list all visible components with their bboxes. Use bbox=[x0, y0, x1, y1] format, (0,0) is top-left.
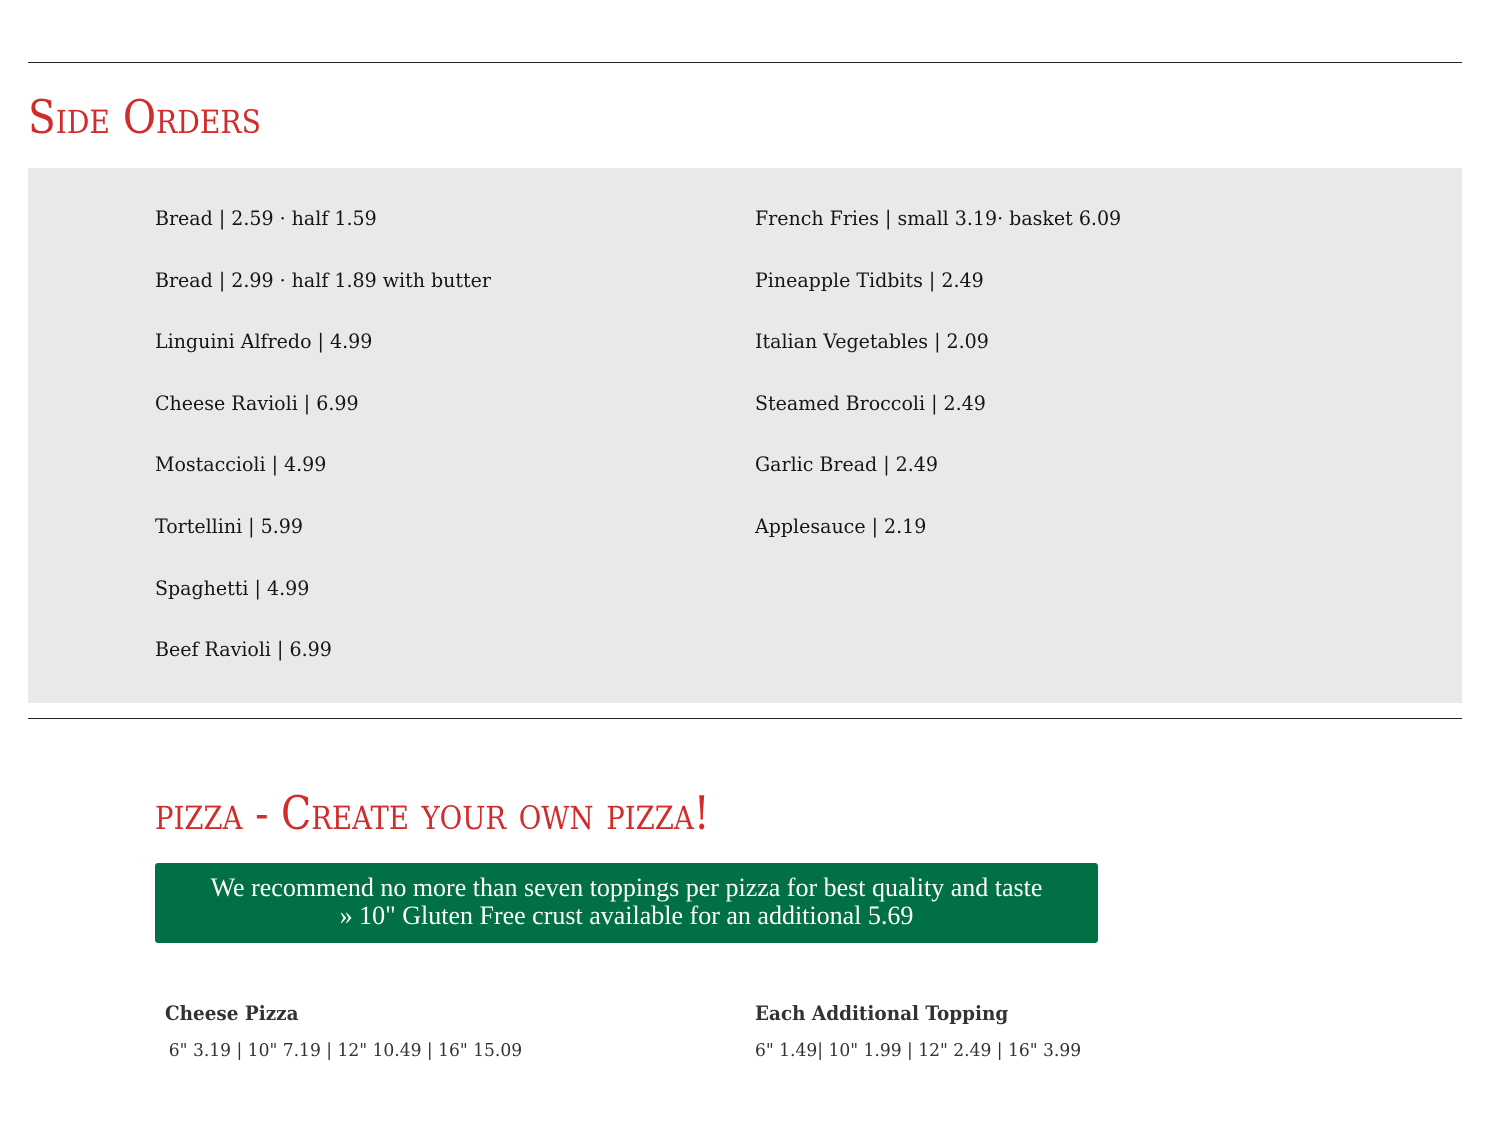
side-order-item: Beef Ravioli | 6.99 bbox=[155, 637, 332, 662]
side-order-item: Cheese Ravioli | 6.99 bbox=[155, 390, 359, 415]
side-order-item: Tortellini | 5.99 bbox=[155, 513, 303, 538]
section-divider bbox=[28, 718, 1462, 719]
pizza-title: pizza - Create your own pizza! bbox=[155, 786, 710, 840]
side-orders-title: Side Orders bbox=[28, 90, 261, 144]
side-orders-left-list bbox=[155, 204, 509, 697]
side-order-item: Steamed Broccoli | 2.49 bbox=[755, 390, 986, 415]
side-orders-right-list bbox=[755, 204, 1140, 574]
topping-prices: 6" 1.49| 10" 1.99 | 12" 2.49 | 16" 3.99 bbox=[755, 1040, 1082, 1061]
notice-line-toppings: We recommend no more than seven toppings per pizza for best quality and taste bbox=[210, 873, 1043, 902]
side-order-item: Linguini Alfredo | 4.99 bbox=[155, 329, 373, 354]
notice-line-gluten-free: » 10" Gluten Free crust available for an additional 5.69 bbox=[339, 901, 914, 930]
side-order-item: French Fries | small 3.19· basket 6.09 bbox=[755, 206, 1122, 230]
side-order-item: Garlic Bread | 2.49 bbox=[755, 452, 938, 477]
side-orders-panel bbox=[28, 168, 1462, 703]
side-order-item: Pineapple Tidbits | 2.49 bbox=[755, 267, 984, 292]
cheese-pizza-block bbox=[165, 998, 541, 1064]
side-order-item: Bread | 2.59 · half 1.59 bbox=[155, 206, 377, 230]
side-order-item: Bread | 2.99 · half 1.89 with butter bbox=[155, 267, 491, 292]
topping-heading: Each Additional Topping bbox=[755, 1001, 1009, 1025]
side-order-item: Applesauce | 2.19 bbox=[755, 513, 927, 538]
topping-block bbox=[755, 998, 1098, 1064]
cheese-pizza-prices: 6" 3.19 | 10" 7.19 | 12" 10.49 | 16" 15.09 bbox=[168, 1040, 523, 1061]
top-divider bbox=[28, 62, 1462, 63]
side-order-item: Italian Vegetables | 2.09 bbox=[755, 329, 989, 354]
pizza-notice-banner bbox=[155, 863, 1098, 943]
side-order-item: Mostaccioli | 4.99 bbox=[155, 452, 327, 477]
side-order-item: Spaghetti | 4.99 bbox=[155, 575, 310, 600]
cheese-pizza-heading: Cheese Pizza bbox=[165, 1001, 299, 1025]
